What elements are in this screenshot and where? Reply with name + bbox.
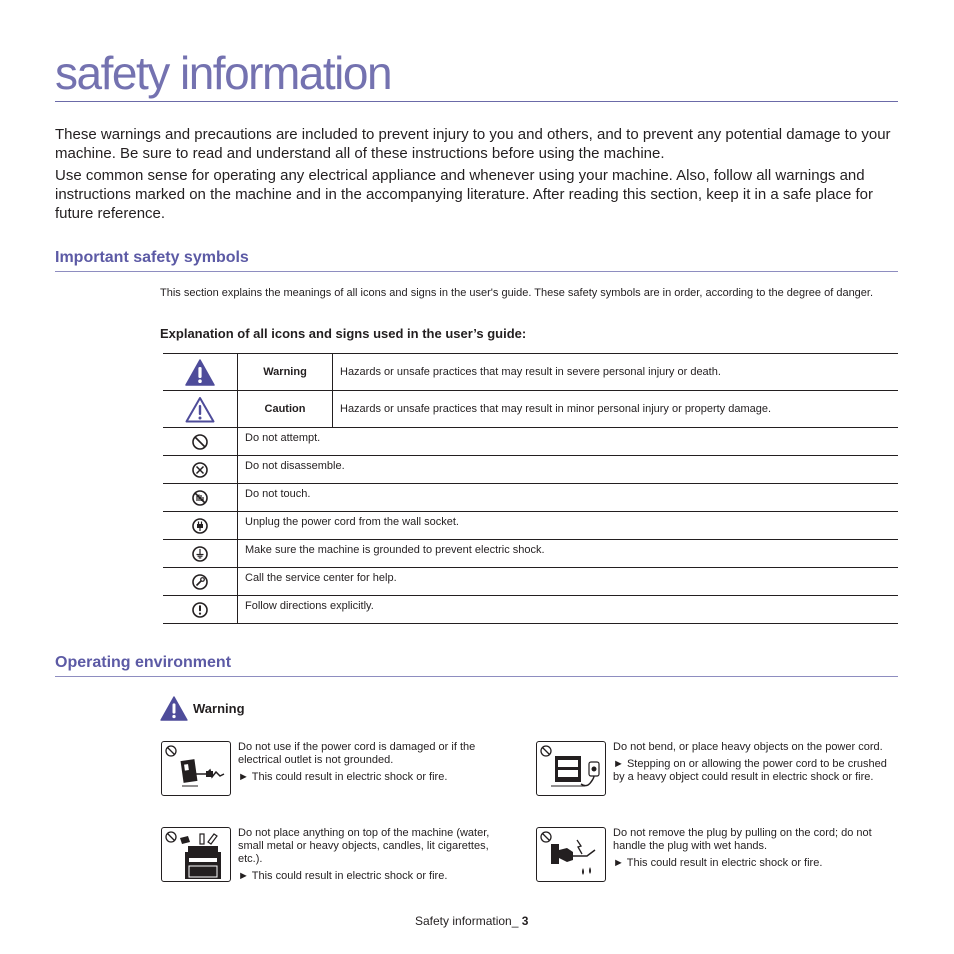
table-row [163, 512, 898, 540]
table-row [163, 456, 898, 484]
symbol-description: Do not disassemble. [238, 456, 899, 484]
intro-text [55, 125, 900, 226]
table-row [163, 484, 898, 512]
table-row [163, 428, 898, 456]
warning-item-note: ► This could result in electric shock or fire. [238, 870, 448, 882]
warning-item-note: ► This could result in electric shock or fire. [613, 857, 823, 869]
symbols-table-heading: Explanation of all icons and signs used in the user’s guide: [160, 326, 527, 341]
service-center-icon [191, 573, 209, 591]
warning-item-text: Do not bend, or place heavy objects on the power cord. [613, 741, 883, 753]
table-row [163, 391, 898, 428]
warning-filled-triangle-icon [160, 696, 188, 721]
symbol-description: Do not touch. [238, 484, 899, 512]
warning-item-text: Do not place anything on top of the machine (water, small metal or heavy objects, candles, lit cigarettes, etc.). [238, 827, 490, 865]
page-footer [415, 914, 528, 928]
table-row [163, 596, 898, 624]
symbol-description: Follow directions explicitly. [238, 596, 899, 624]
symbol-label: Warning [238, 354, 333, 391]
page-title: safety information [55, 47, 392, 99]
warning-label-text: Warning [193, 701, 245, 716]
symbol-description: Unplug the power cord from the wall socket. [238, 512, 899, 540]
table-row [163, 354, 898, 391]
pull-plug-illustration-icon [537, 828, 605, 881]
follow-directions-icon [191, 601, 209, 619]
safety-symbols-table [163, 353, 898, 624]
intro-paragraph: Use common sense for operating any electrical appliance and whenever using your machine. Also, follow all warnings and instructions marked on the machine and in the accompanying literature. After reading this section, keep it in a safe place for future reference. [55, 167, 873, 222]
bent-cord-illustration-icon [537, 742, 605, 795]
symbol-description: Make sure the machine is grounded to prevent electric shock. [238, 540, 899, 568]
damaged-cord-illustration-icon [162, 742, 230, 795]
symbol-label: Caution [238, 391, 333, 428]
section-heading-operating-environment: Operating environment [55, 654, 232, 671]
ground-icon [191, 545, 209, 563]
unplug-icon [191, 517, 209, 535]
table-row [163, 568, 898, 596]
symbol-description: Hazards or unsafe practices that may result in severe personal injury or death. [333, 354, 899, 391]
symbol-description: Do not attempt. [238, 428, 899, 456]
section-heading-safety-symbols: Important safety symbols [55, 249, 249, 266]
caution-outline-triangle-icon [185, 396, 215, 423]
warning-filled-triangle-icon [185, 359, 215, 386]
warning-item-note: ► Stepping on or allowing the power cord to be crushed by a heavy object could result in electric shock or fire. [613, 758, 887, 783]
intro-paragraph: These warnings and precautions are included to prevent injury to you and others, and to prevent any potential damage to your machine. Be sure to read and understand all of these instructions before using the machine. [55, 126, 891, 162]
symbols-description: This section explains the meanings of all icons and signs in the user's guide. These safety symbols are in order, according to the degree of danger. [160, 287, 874, 299]
table-row [163, 540, 898, 568]
do-not-touch-icon [191, 489, 209, 507]
footer-label: Safety information_ [415, 914, 519, 928]
do-not-attempt-icon [191, 433, 209, 451]
warning-item-note: ► This could result in electric shock or fire. [238, 771, 448, 783]
symbol-description: Call the service center for help. [238, 568, 899, 596]
page-number: 3 [521, 914, 529, 928]
section-divider [55, 676, 898, 677]
warning-label [160, 696, 245, 721]
title-divider [55, 101, 898, 102]
warning-item-text: Do not use if the power cord is damaged or if the electrical outlet is not grounded. [238, 741, 476, 766]
section-divider [55, 271, 898, 272]
objects-on-machine-illustration-icon [162, 828, 230, 881]
warning-item-text: Do not remove the plug by pulling on the cord; do not handle the plug with wet hands. [613, 827, 872, 852]
symbol-description: Hazards or unsafe practices that may result in minor personal injury or property damage. [333, 391, 899, 428]
do-not-disassemble-icon [191, 461, 209, 479]
